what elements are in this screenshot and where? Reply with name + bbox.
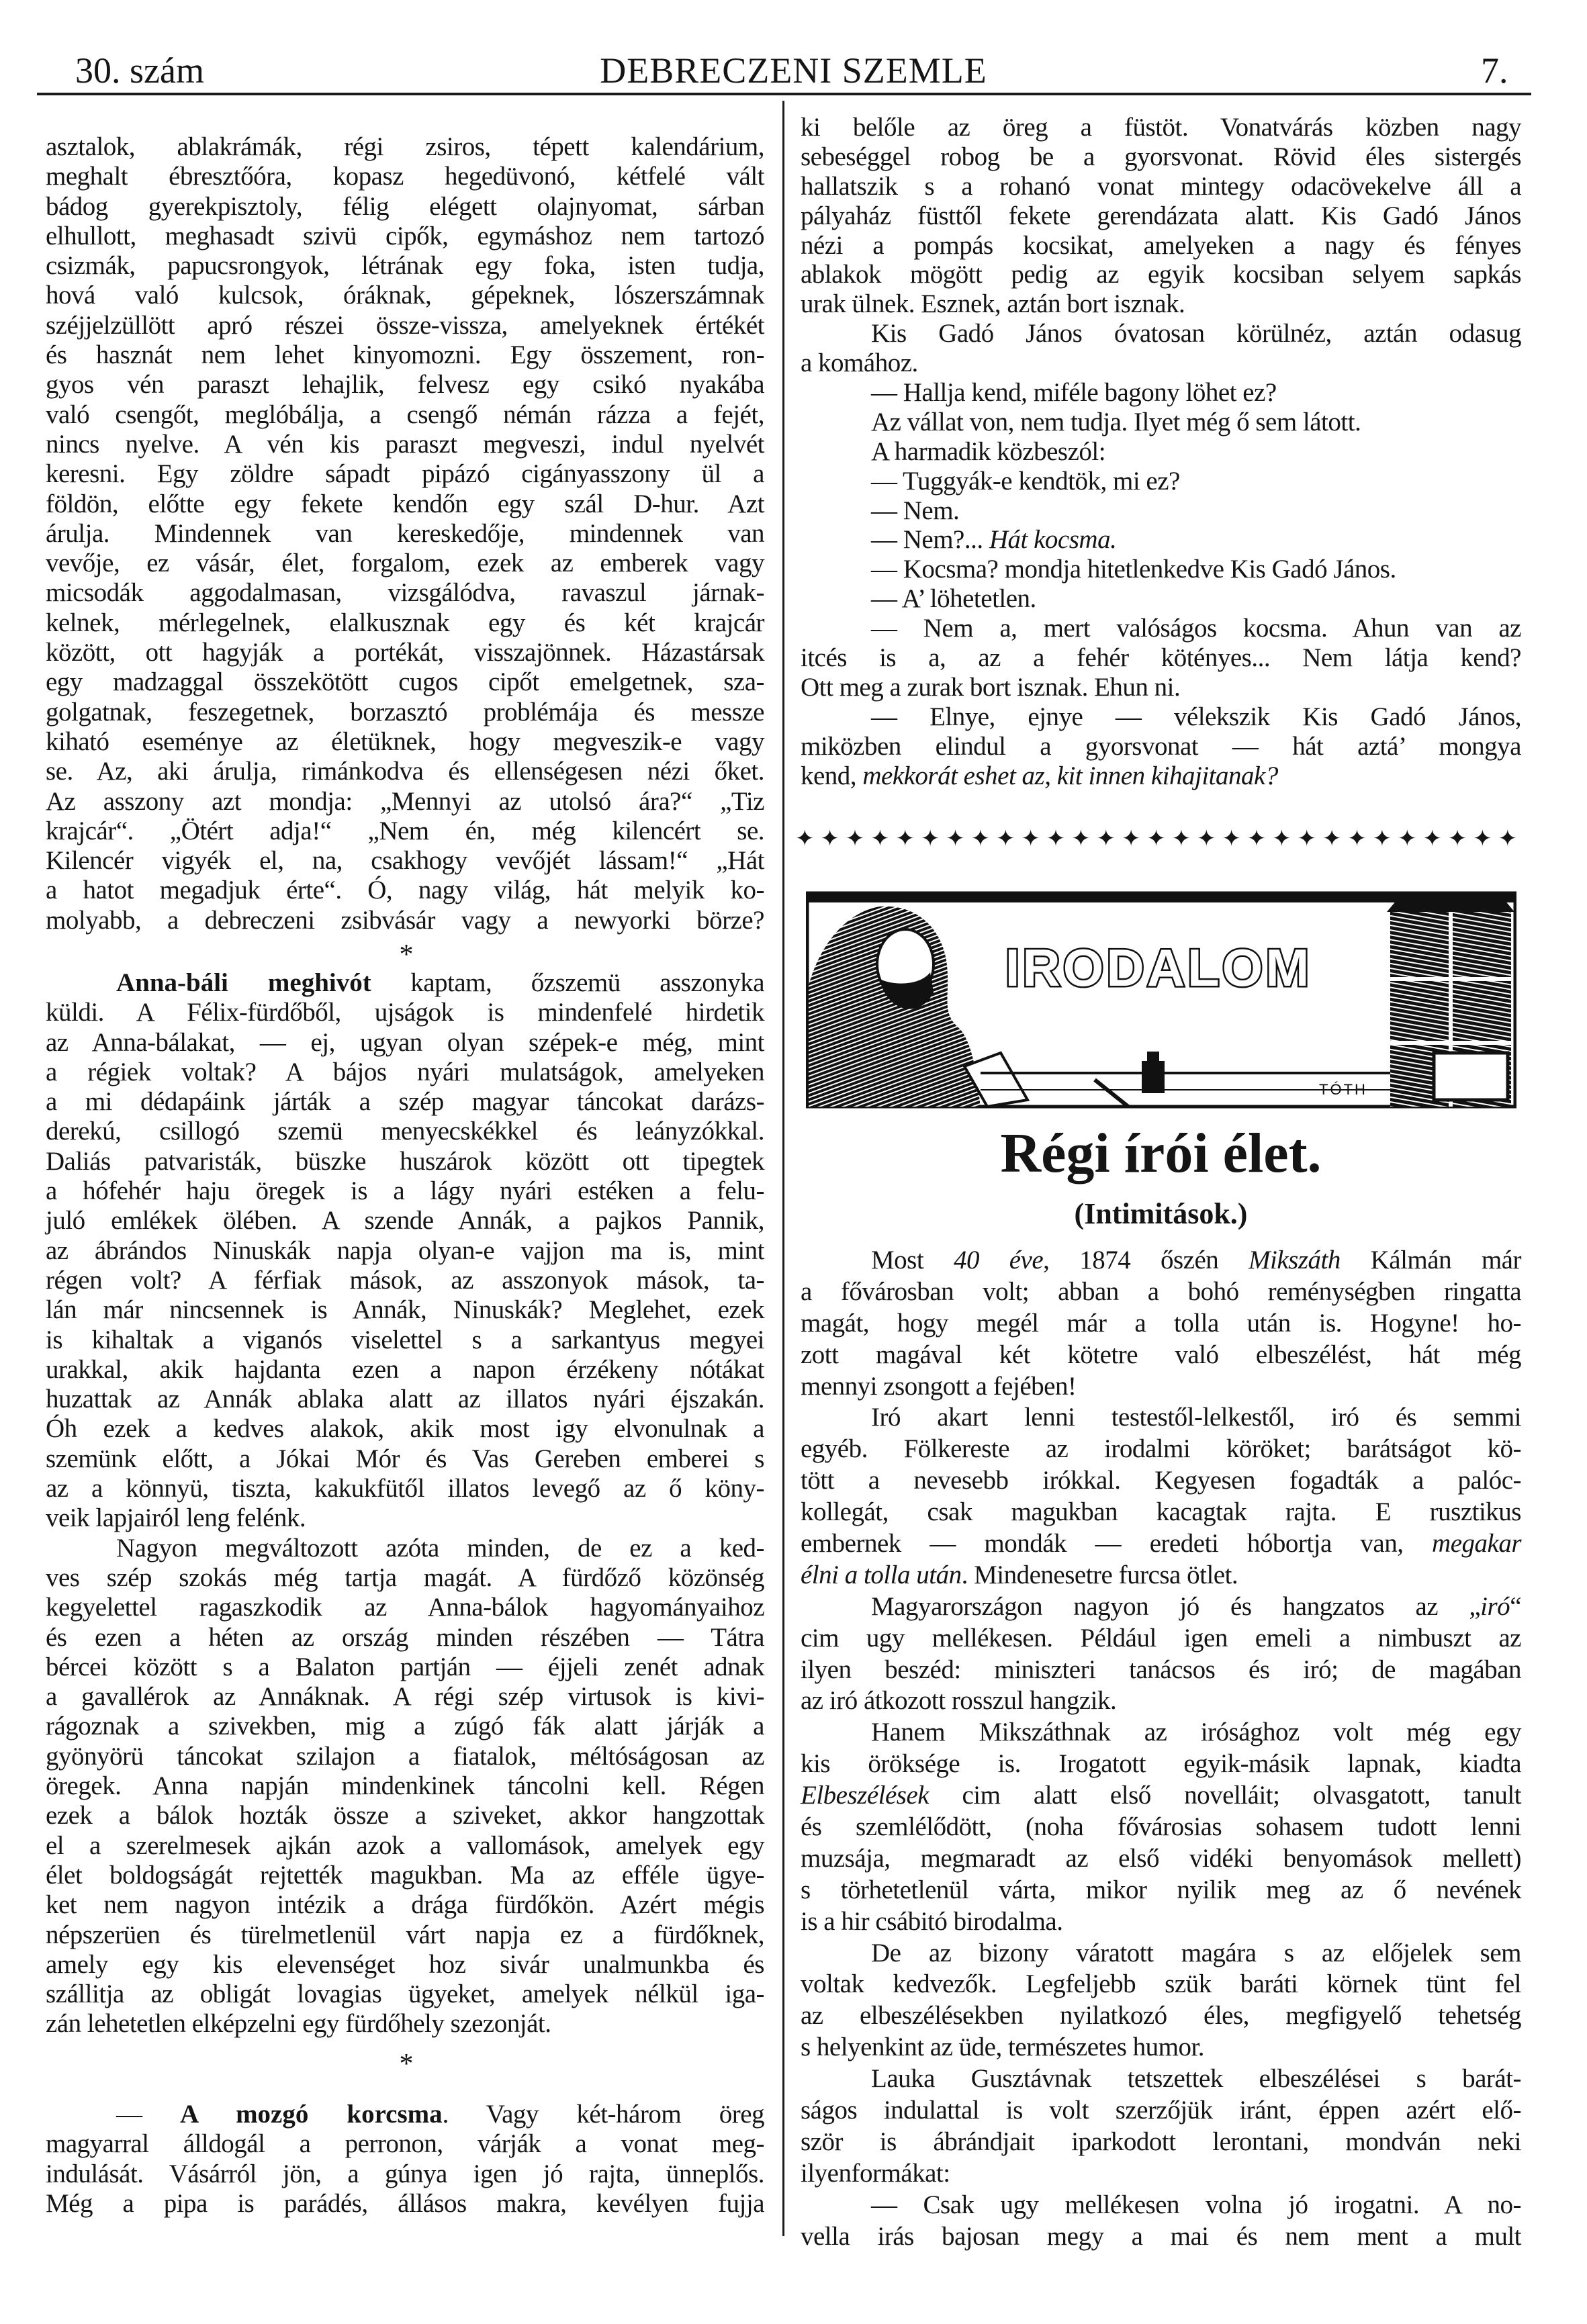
ornament-star-icon: ✦ xyxy=(1121,827,1141,851)
text-segment: , 1874 őszén xyxy=(1043,1246,1249,1274)
text-line: és hasznát nem lehet kinyomozni. Egy összement, ron- xyxy=(46,340,764,370)
text-line: rágoznak a szivekben, mig a zúgó fák alatt járják a xyxy=(46,1712,764,1741)
banner-label: IRODALOM xyxy=(1005,938,1312,997)
text-line xyxy=(801,1780,1521,1812)
text-segment: “ xyxy=(1510,1591,1521,1621)
text-line: is kihaltak a viganós viselettel s a sarkantyus megyei xyxy=(46,1325,764,1354)
text-line: meghalt ébresztőóra, kopasz hegedüvonó, kétfelé vált xyxy=(46,162,764,191)
text-line: egyéb. Fölkereste az irodalmi köröket; barátságot kö- xyxy=(801,1434,1521,1464)
text-segment: — xyxy=(116,2100,181,2129)
text-line: — Nem. xyxy=(871,496,960,525)
text-line: micsodák aggodalmasan, vizsgálódva, ravaszul járnak- xyxy=(46,578,764,608)
text-line: egy madzaggal összekötött cugos cipőt emelgetnek, sza- xyxy=(46,667,764,697)
text-line: a mi dédapáink járták a szép magyar táncokat darázs- xyxy=(46,1087,764,1117)
text-line: De az bizony váratott magára s az előjelek sem xyxy=(871,1938,1521,1967)
text-line: öregek. Anna napján mindenkinek táncolni kell. Régen xyxy=(46,1771,764,1801)
text-line: cim ugy mellékesen. Például igen emeli a nimbuszt az xyxy=(801,1623,1521,1653)
right-column-tavern-continuation xyxy=(801,113,1521,790)
text-line: pályaház füsttől fekete gerendázata alatt. Kis Gadó János xyxy=(801,201,1521,230)
text-segment: — Nem?... xyxy=(871,525,989,555)
text-line xyxy=(46,968,764,998)
header-rule xyxy=(37,93,1531,95)
text-line: elhullott, meghasadt szivü cipők, egymáshoz nem tartozó xyxy=(46,221,764,250)
text-line: ságos indulattal is volt szerzőjük iránt, éppen azért elő- xyxy=(801,2096,1521,2125)
left-column-moving-tavern-text xyxy=(46,2100,764,2219)
text-line: hallatszik s a rohanó vonat mintegy odacövekelve áll a xyxy=(801,171,1521,201)
text-line: keresni. Egy zöldre sápadt pipázó cigányasszony ül a xyxy=(46,459,764,489)
text-line: a régiek voltak? A bájos nyári mulatságok, amelyeken xyxy=(46,1057,764,1086)
text-line: — Kocsma? mondja hitetlenkedve Kis Gadó János. xyxy=(871,555,1396,584)
text-segment: Magyarországon nagyon jó és hangzatos az „ xyxy=(871,1591,1481,1621)
ornament-star-icon: ✦ xyxy=(845,827,865,851)
text-line: és ezen a héten az ország minden részében — Tátra xyxy=(46,1622,764,1652)
text-line: ablakok mögött pedig az egyik kocsiban selyem sapkás xyxy=(801,260,1521,289)
ornament-star-icon: ✦ xyxy=(795,827,815,851)
text-line: ilyenformákat: xyxy=(801,2158,950,2188)
text-line: bércei között s a Balaton partján — éjjeli zenét adnak xyxy=(46,1652,764,1681)
section-separator: * xyxy=(399,939,414,970)
right-column-article-text xyxy=(801,1245,1521,2253)
text-segment: embernek — mondák — eredeti hóbortja van, xyxy=(801,1529,1433,1559)
text-segment: Most xyxy=(871,1246,954,1274)
text-line: Kilencér vigyék el, na, csakhogy vevőjét lássam!“ „Hát xyxy=(46,846,764,876)
text-line: magyarral álldogál a perronon, várják a vonat meg- xyxy=(46,2129,764,2159)
ornament-star-icon: ✦ xyxy=(1422,827,1442,851)
text-line: ször is ábrándjait iparkodott lerontani, mondván neki xyxy=(801,2127,1521,2156)
ornament-star-icon: ✦ xyxy=(1021,827,1040,851)
article-title: Régi írói élet. xyxy=(1000,1122,1322,1184)
text-line: Ott meg a zurak bort isznak. Ehun ni. xyxy=(801,672,1181,702)
text-line: a hatot megadjuk érte“. Ó, nagy világ, hát melyik ko- xyxy=(46,876,764,905)
text-line: Óh ezek a kedves alakok, akik most igy elvonulnak a xyxy=(46,1414,764,1444)
left-column-market-text xyxy=(46,132,764,935)
text-line: s helyenkint az üde, természetes humor. xyxy=(801,2033,1205,2062)
text-line: vella irás bajosan megy a mai és nem ment a mult xyxy=(801,2221,1521,2251)
text-line: krajcár“. „Ötért adja!“ „Nem én, még kilencért se. xyxy=(46,816,764,845)
bold-lead-phrase: A mozgó korcsma xyxy=(180,2100,443,2129)
text-line: se. Az, aki árulja, rimánkodva és ellenségesen nézi őket. xyxy=(46,757,764,786)
text-line: derekú, csillogó szemü menyecskékkel és leányzókkal. xyxy=(46,1117,764,1146)
left-column-anna-ball-text xyxy=(46,968,764,2039)
text-line: szállitja az obligát lovagias ügyeket, amelyek nélkül iga- xyxy=(46,1980,764,2009)
ornament-star-icon: ✦ xyxy=(1096,827,1116,851)
text-line: ilyen beszéd: miniszteri tanácsos és iró; de magában xyxy=(801,1655,1521,1684)
ornament-star-icon: ✦ xyxy=(970,827,991,851)
text-line: miközben elindul a gyorsvonat — hát aztá’ mongya xyxy=(801,731,1521,761)
ornament-star-icon: ✦ xyxy=(1398,827,1417,851)
text-line: Hanem Mikszáthnak az irósághoz volt még egy xyxy=(871,1718,1521,1747)
ornament-star-icon: ✦ xyxy=(996,827,1015,851)
text-line: mennyi zsongott a fejében! xyxy=(801,1371,1077,1401)
ornament-star-icon: ✦ xyxy=(1297,827,1316,851)
text-line: és szemlélődött, (noha fővárosias sohasem tudott lenni xyxy=(801,1812,1521,1842)
text-line: Nagyon megváltozott azóta minden, de ez a ked- xyxy=(116,1533,764,1563)
newspaper-title: DEBRECZENI SZEMLE xyxy=(600,50,987,91)
ornament-star-icon: ✦ xyxy=(1071,827,1091,851)
text-line: gyos vén paraszt lehajlik, felvesz egy csikó nyakába xyxy=(46,370,764,400)
article-subtitle: (Intimitások.) xyxy=(1074,1197,1248,1230)
text-line: szemünk előtt, a Jókai Mór és Vas Gereben emberei s xyxy=(46,1444,764,1473)
text-segment: kend, xyxy=(801,761,863,790)
text-line: csizmák, papucsrongyok, létrának egy foka, isten tudja, xyxy=(46,251,764,281)
text-line: a fővárosban volt; abban a bohó reménységben ringatta xyxy=(801,1276,1521,1306)
text-line: Még a pipa is parádés, állásos makra, kevélyen fujja xyxy=(46,2188,764,2218)
text-line: ves szép szokás még tartja magát. A fürdőző közönség xyxy=(46,1563,764,1592)
text-line: földön, előtte egy fekete kendőn egy szál D-hur. Azt xyxy=(46,489,764,518)
text-line xyxy=(801,761,1521,791)
irodalom-banner-illustration xyxy=(806,885,1516,1113)
text-line: való csengőt, meglóbálja, a csengő némán rázza a fejét, xyxy=(46,400,764,429)
text-line: Iró akart lenni testestől-lelkestől, iró és semmi xyxy=(871,1403,1521,1432)
ornament-star-icon: ✦ xyxy=(1171,827,1191,851)
text-segment: cim alatt első novelláit; olvasgatott, tanult xyxy=(929,1781,1521,1810)
ornament-star-icon: ✦ xyxy=(1222,827,1241,851)
text-line: tött a nevesebb irókkal. Kegyesen fogadták a palóc- xyxy=(801,1466,1521,1495)
text-line: hová való kulcsok, óráknak, gépeknek, lószerszámnak xyxy=(46,281,764,310)
text-line: a komához. xyxy=(801,348,918,378)
ornament-star-icon: ✦ xyxy=(1146,827,1166,851)
text-line: vevője, ez vásár, élet, forgalom, ezek az emberek vagy xyxy=(46,549,764,578)
text-line: — Elnye, ejnye — vélekszik Kis Gadó János, xyxy=(871,702,1521,731)
text-line: Az vállat von, nem tudja. Ilyet még ő sem látott. xyxy=(871,407,1361,436)
text-line: az ábrándos Ninuskák napja olyan-e vajjon ma is, mint xyxy=(46,1236,764,1265)
text-line: között, ott hagyják a portékát, visszajönnek. Házastársak xyxy=(46,638,764,667)
text-line xyxy=(801,525,1521,555)
text-line: voltak kedvezők. Legfeljebb szük baráti körnek tünt fel xyxy=(801,1969,1521,1999)
text-line: népszerüen és türelmetlenül várt napja ez a fürdőknek, xyxy=(46,1920,764,1949)
text-line xyxy=(46,2100,764,2129)
text-line: kelnek, mérlegelnek, elalkusznak egy és két krajcár xyxy=(46,608,764,637)
text-line: sebeséggel robog be a gyorsvonat. Rövid éles sistergés xyxy=(801,142,1521,171)
text-line: nincs nyelve. A vén kis paraszt megveszi, indul nyelvét xyxy=(46,429,764,459)
issue-number: 30. szám xyxy=(75,50,204,91)
column-divider xyxy=(782,101,784,2236)
text-line: A harmadik közbeszól: xyxy=(871,436,1106,466)
text-line: — Hallja kend, miféle bagony löhet ez? xyxy=(871,378,1277,408)
ornament-star-icon: ✦ xyxy=(895,827,915,851)
text-line: ket nem nagyon intézik a drága fürdőkön. Azért mégis xyxy=(46,1890,764,1920)
ornament-star-icon: ✦ xyxy=(1498,827,1517,851)
italic-phrase: megakar xyxy=(1432,1529,1521,1559)
text-line: Lauka Gusztávnak tetszettek elbeszélései s barát- xyxy=(871,2064,1521,2094)
italic-phrase: élni a tolla után xyxy=(801,1560,962,1589)
text-line: élet boldogságát rejtették magukban. Ma az efféle ügye- xyxy=(46,1860,764,1890)
ornament-star-icon: ✦ xyxy=(1322,827,1342,851)
text-line: bádog gyerekpisztoly, félig elégett olajnyomat, sárban xyxy=(46,191,764,221)
ornamental-divider xyxy=(795,825,1517,854)
text-line: juló emlékek ölében. A szende Annák, a pajkos Pannik, xyxy=(46,1206,764,1236)
text-line: az elbeszélésekben nyilatkozó éles, megfigyelő tehetség xyxy=(801,2001,1521,2031)
ornament-star-icon: ✦ xyxy=(1046,827,1066,851)
text-line: — Nem a, mert valóságos kocsma. Ahun van az xyxy=(871,614,1521,643)
bold-lead-phrase: Anna-báli meghivót xyxy=(116,968,371,997)
text-line: indulását. Vásárról jön, a gúnya igen jó rajta, ünneplős. xyxy=(46,2159,764,2188)
text-line: s törhetetlenül várta, mikor nyilik meg az ő nevének xyxy=(801,1875,1521,1904)
text-line: Az asszony azt mondja: „Mennyi az utolsó ára?“ „Tiz xyxy=(46,786,764,816)
text-line: huzattak az Annák ablaka alatt az illatos nyári éjszakán. xyxy=(46,1385,764,1414)
artist-signature: TÓTH xyxy=(1319,1081,1367,1098)
ornament-star-icon: ✦ xyxy=(1347,827,1367,851)
text-line: amely egy kis elevenséget hoz sivár unalmunkba és xyxy=(46,1949,764,1979)
text-line: urakkal, akik hajdanta ezen a napon érzékeny nótákat xyxy=(46,1354,764,1384)
text-line: a gavallérok az Annáknak. A régi szép virtusok is kivi- xyxy=(46,1682,764,1712)
bookcase xyxy=(1387,900,1514,1107)
text-line: árulja. Mindennek van kereskedője, mindennek van xyxy=(46,518,764,548)
ornament-star-icon: ✦ xyxy=(1197,827,1216,851)
text-line: zott magával két kötetre való elbeszélést, hát még xyxy=(801,1340,1521,1369)
text-line: Daliás patvaristák, büszke huszárok között ott tipegtek xyxy=(46,1146,764,1176)
text-line: — Csak ugy mellékesen volna jó irogatni. A no- xyxy=(871,2190,1521,2219)
text-segment: kaptam, őzszemü asszonyka xyxy=(371,968,764,997)
page-number: 7. xyxy=(1481,50,1508,91)
text-line: lán már nincsennek is Annák, Ninuskák? Meglehet, ezek xyxy=(46,1295,764,1325)
section-separator: * xyxy=(399,2049,414,2080)
text-line: nézi a pompás kocsikat, amelyeken a nagy és fényes xyxy=(801,230,1521,260)
ornament-star-icon: ✦ xyxy=(820,827,840,851)
text-line: ki belőle az öreg a füstöt. Vonatvárás közben nagy xyxy=(801,113,1521,142)
ornament-star-icon: ✦ xyxy=(1473,827,1492,851)
text-line: kegyelettel ragaszkodik az Anna-bálok hagyományaihoz xyxy=(46,1593,764,1622)
ornament-star-icon: ✦ xyxy=(1447,827,1467,851)
text-line: itcés is a, az a fehér kötényes... Nem látja kend? xyxy=(801,643,1521,673)
text-line: molyabb, a debreczeni zsibvásár vagy a newyorki börze? xyxy=(46,905,764,935)
italic-phrase: Hát kocsma. xyxy=(989,525,1117,555)
ornament-star-icon: ✦ xyxy=(1372,827,1392,851)
ornament-star-icon: ✦ xyxy=(1246,827,1267,851)
text-line: urak ülnek. Esznek, aztán bort isznak. xyxy=(801,289,1185,319)
ornament-star-icon: ✦ xyxy=(946,827,965,851)
italic-phrase: Mikszáth xyxy=(1249,1246,1341,1274)
text-line: asztalok, ablakrámák, régi zsiros, tépett kalendárium, xyxy=(46,132,764,161)
text-line: az a könnyü, tiszta, kakukfütől illatos levegő az ő köny- xyxy=(46,1474,764,1503)
text-line: kollegát, csak magukban kacagtak rajta. E rusztikus xyxy=(801,1497,1521,1527)
italic-phrase: Elbeszélések xyxy=(801,1781,929,1810)
text-line: is a hir csábitó birodalma. xyxy=(801,1906,1063,1936)
ornament-star-icon: ✦ xyxy=(920,827,940,851)
text-line: a hófehér haju öregek is a lágy nyári estéken a felu- xyxy=(46,1176,764,1206)
text-line xyxy=(801,1560,1521,1591)
text-line: kis öröksége is. Irogatott egyik-másik lapnak, kiadta xyxy=(801,1749,1521,1779)
text-line: ezek a bálok hozták össze a sziveket, akkor hangzottak xyxy=(46,1801,764,1830)
text-line: veik lapjairól leng felénk. xyxy=(46,1503,306,1533)
ornament-star-icon: ✦ xyxy=(1272,827,1291,851)
italic-phrase: mekkorát eshet az, kit innen kihajitanak? xyxy=(862,761,1278,790)
text-line: — Tuggyák-e kendtök, mi ez? xyxy=(871,466,1180,496)
text-line xyxy=(801,1245,1521,1276)
text-line xyxy=(801,1528,1521,1560)
text-line: az iró átkozott rosszul hangzik. xyxy=(801,1686,1117,1716)
text-line: kiható eseménye az életüknek, hogy megveszik-e vagy xyxy=(46,727,764,756)
text-segment: . Mindenesetre furcsa ötlet. xyxy=(961,1560,1238,1589)
text-line: régen volt? A férfiak mások, az asszonyok mások, ta- xyxy=(46,1265,764,1295)
text-line xyxy=(801,1591,1521,1623)
text-line: muzsája, megmaradt az első vidéki benyomások mellett) xyxy=(801,1843,1521,1873)
text-line: az Anna-bálakat, — ej, ugyan olyan szépek-e még, mint xyxy=(46,1027,764,1057)
text-segment: Kálmán már xyxy=(1340,1246,1521,1274)
text-line: el a szerelmesek ajkán azok a vallomások, amelyek egy xyxy=(46,1830,764,1860)
text-line: magát, hogy megél már a tolla után is. Hogyne! ho- xyxy=(801,1308,1521,1338)
text-line: — A’ löhetetlen. xyxy=(871,584,1036,614)
text-line: golgatnak, feszegetnek, borzasztó problémája és messze xyxy=(46,697,764,727)
italic-phrase: 40 éve xyxy=(953,1246,1044,1274)
text-line: Kis Gadó János óvatosan körülnéz, aztán odasug xyxy=(871,319,1521,348)
text-line: széjjelzüllött apró részei össze-vissza, amelyeknek értékét xyxy=(46,310,764,340)
ornament-star-icon: ✦ xyxy=(870,827,890,851)
text-line: gyönyörü táncokat szilajon a fiatalok, méltóságosan az xyxy=(46,1741,764,1771)
italic-phrase: iró xyxy=(1480,1591,1510,1621)
text-segment: . Vagy két-három öreg xyxy=(442,2100,765,2129)
text-line: zán lehetetlen elképzelni egy fürdőhely szezonját. xyxy=(46,2009,551,2039)
text-line: küldi. A Félix-fürdőből, ujságok is mindenfelé hirdetik xyxy=(46,998,764,1027)
